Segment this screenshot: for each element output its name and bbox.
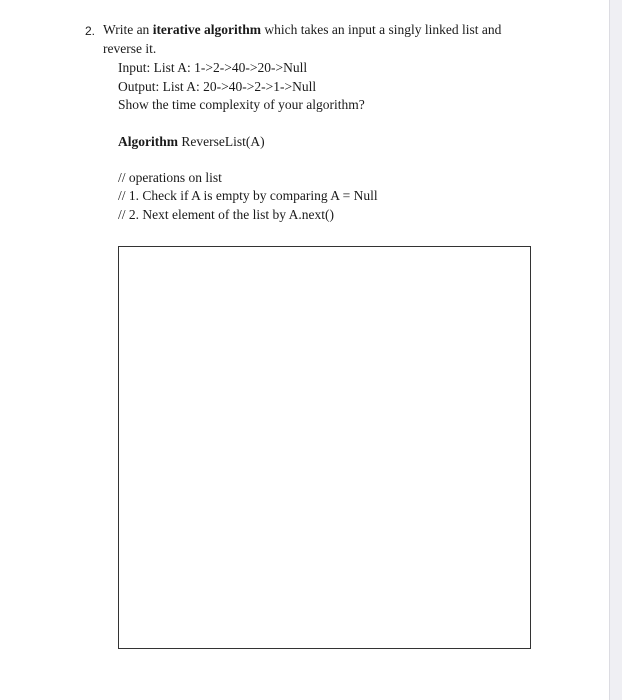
question-prompt-continued: reverse it. [103,41,157,56]
question-prompt [103,22,501,38]
comment-line: // operations on list [118,170,222,185]
question-number: 2. [85,24,96,38]
prompt-bold: iterative algorithm [152,22,262,37]
prompt-text: which takes an input a singly linked list and [261,22,502,37]
algorithm-keyword: Algorithm [118,134,178,149]
algorithm-name: ReverseList(A) [178,134,265,149]
answer-box[interactable] [118,246,531,649]
algorithm-header [118,134,265,150]
comment-line: // 2. Next element of the list by A.next() [118,207,334,222]
prompt-text: Write an [103,22,153,37]
input-example: Input: List A: 1->2->40->20->Null [118,60,308,75]
output-example: Output: List A: 20->40->2->1->Null [118,79,317,94]
complexity-question: Show the time complexity of your algorithm? [118,97,365,112]
comment-line: // 1. Check if A is empty by comparing A = Null [118,188,378,203]
